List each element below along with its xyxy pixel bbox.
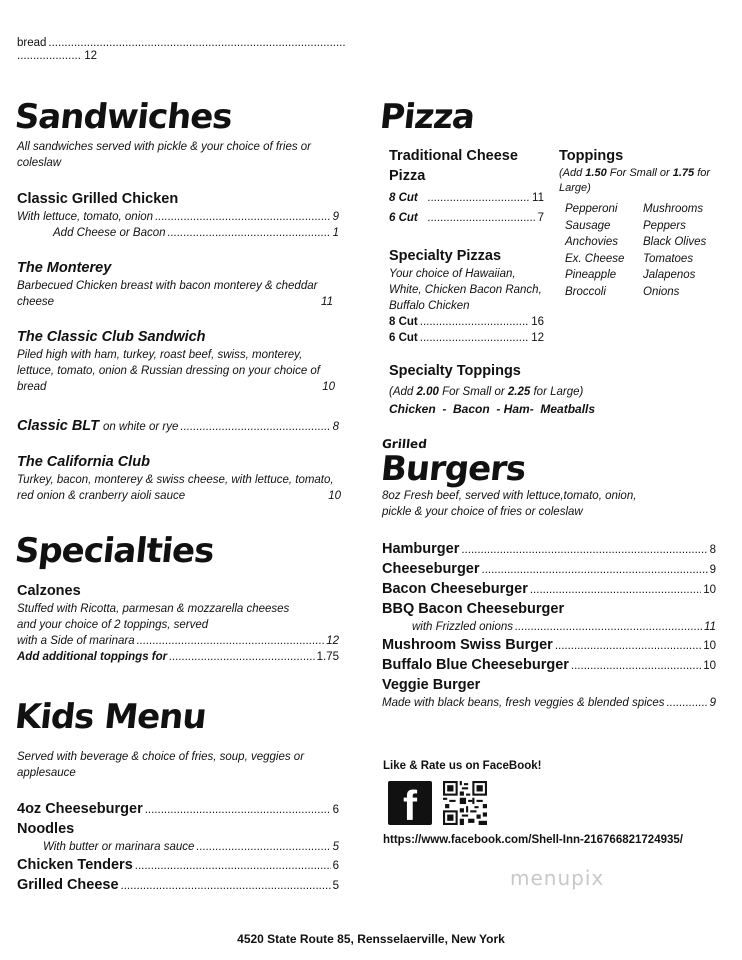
item-classic-club xyxy=(17,327,349,395)
topping: Black Olives xyxy=(643,236,707,248)
item-desc: on white or rye xyxy=(102,421,179,433)
item-desc: Turkey, bacon, monterey & swiss cheese, with lettuce, tomato, red onion & cranberry aioli sauce xyxy=(17,474,334,502)
item-desc: With lettuce, tomato, onion xyxy=(17,211,154,223)
topping: Pepperoni xyxy=(565,203,618,215)
kids-item-price: 6 xyxy=(332,860,339,872)
item-desc: Barbecued Chicken breast with bacon monterey & cheddar cheese xyxy=(17,280,318,308)
size-label: 6 Cut xyxy=(389,212,418,224)
size-price: 11 xyxy=(532,192,544,204)
item-classic-blt xyxy=(17,416,339,436)
specialty-pizzas xyxy=(389,246,544,346)
item-name: Calzones xyxy=(17,583,81,599)
item-price: 8 xyxy=(332,421,339,433)
kids-item-desc: With butter or marinara sauce xyxy=(43,841,195,853)
burger-price: 11 xyxy=(704,621,716,633)
specialties-heading: Specialties xyxy=(12,531,216,571)
add-toppings-price: 1.75 xyxy=(316,651,339,663)
kids-item-name: Grilled Cheese xyxy=(17,877,119,893)
burger-price: 10 xyxy=(703,660,716,672)
burger-price: 8 xyxy=(709,544,716,556)
topping: Tomatoes xyxy=(643,252,694,265)
burger-price: 9 xyxy=(709,697,716,709)
item-desc-2: and your choice of 2 toppings, served xyxy=(17,619,209,631)
burger-name: Hamburger xyxy=(382,541,460,557)
item-extra: Add Cheese or Bacon xyxy=(53,227,166,239)
size-label: 8 Cut xyxy=(389,316,418,328)
kids-item-name: 4oz Cheeseburger xyxy=(17,801,143,817)
topping: Pineapple xyxy=(565,269,617,281)
burger-price: 9 xyxy=(709,564,716,576)
burger-name: Bacon Cheeseburger xyxy=(382,581,528,597)
size-label: 8 Cut xyxy=(389,192,418,204)
burgers-heading: Burgers xyxy=(378,449,528,489)
traditional-title: Traditional Cheese Pizza xyxy=(389,148,518,184)
spec-toppings-note: (Add 2.00 For Small or 2.25 for Large) xyxy=(389,386,584,398)
item-the-monterey xyxy=(17,258,349,310)
add-toppings-label: Add additional toppings for xyxy=(17,651,168,663)
toppings-note: (Add 1.50 For Small or 1.75 for Large) xyxy=(559,167,711,194)
burger-price: 10 xyxy=(703,640,716,652)
item-california-club xyxy=(17,452,349,504)
burger-name: BBQ Bacon Cheeseburger xyxy=(382,601,565,617)
pizza-heading: Pizza xyxy=(377,97,477,137)
item-price: 9 xyxy=(332,211,339,223)
item-name: Classic Grilled Chicken xyxy=(17,191,179,207)
qr-code-icon[interactable] xyxy=(443,781,487,825)
facebook-cta: Like & Rate us on FaceBook! xyxy=(383,760,542,772)
burgers-note: 8oz Fresh beef, served with lettuce,tomato, onion, pickle & your choice of fries or coleslaw xyxy=(382,490,637,518)
item-name: Classic BLT xyxy=(17,418,99,434)
continuation-line xyxy=(17,37,347,62)
specialty-desc: Your choice of Hawaiian, White, Chicken Bacon Ranch, Buffalo Chicken xyxy=(389,268,542,312)
spec-toppings-title: Specialty Toppings xyxy=(389,363,521,379)
kids-item-name: Chicken Tenders xyxy=(17,857,133,873)
kids-item-price: 6 xyxy=(332,804,339,816)
item-calzones xyxy=(17,581,339,665)
item-extra-price: 1 xyxy=(332,227,339,239)
traditional-pizza xyxy=(389,146,544,226)
specialty-title: Specialty Pizzas xyxy=(389,248,502,264)
item-name: The Classic Club Sandwich xyxy=(17,329,206,345)
topping: Onions xyxy=(643,285,680,298)
burgers-list xyxy=(382,539,716,711)
topping: Anchovies xyxy=(565,236,619,248)
spec-toppings-list: Chicken - Bacon - Ham- Meatballs xyxy=(389,402,596,416)
burger-desc: Made with black beans, fresh veggies & blended spices xyxy=(382,697,665,709)
item-desc: Piled high with ham, turkey, roast beef, swiss, monterey, lettuce, tomato, onion & Russian dressing on your choice of bread xyxy=(17,349,321,393)
item-classic-grilled-chicken xyxy=(17,189,339,241)
item-price: 12 xyxy=(326,635,339,647)
sandwiches-heading: Sandwiches xyxy=(12,97,234,137)
sandwiches-note: All sandwiches served with pickle & your choice of fries or coleslaw xyxy=(17,141,312,169)
burger-name: Mushroom Swiss Burger xyxy=(382,637,553,653)
continuation-label: bread xyxy=(17,37,47,49)
facebook-icon[interactable]: f xyxy=(388,781,432,825)
item-desc-3: with a Side of marinara xyxy=(17,635,135,647)
item-name: The California Club xyxy=(17,454,150,470)
burger-name: Buffalo Blue Cheeseburger xyxy=(382,657,569,673)
topping: Mushrooms xyxy=(643,203,704,215)
facebook-url[interactable]: https://www.facebook.com/Shell-Inn-216766821724935/ xyxy=(383,834,683,846)
burger-price: 10 xyxy=(703,584,716,596)
item-desc-1: Stuffed with Ricotta, parmesan & mozzarella cheeses xyxy=(17,603,290,615)
kids-heading: Kids Menu xyxy=(12,697,208,737)
size-label: 6 Cut xyxy=(389,332,418,344)
specialty-toppings xyxy=(389,361,719,417)
item-price: 11 xyxy=(321,296,333,308)
topping: Sausage xyxy=(565,219,611,232)
kids-note: Served with beverage & choice of fries, soup, veggies or applesauce xyxy=(17,751,305,779)
burger-name: Cheeseburger xyxy=(382,561,480,577)
topping: Broccoli xyxy=(565,285,606,298)
toppings-block xyxy=(559,146,724,300)
burger-name: Veggie Burger xyxy=(382,677,481,693)
size-price: 12 xyxy=(531,332,544,344)
burger-desc: with Frizzled onions xyxy=(412,621,513,633)
topping: Peppers xyxy=(643,219,686,232)
kids-item-price: 5 xyxy=(332,880,339,892)
toppings-grid xyxy=(565,201,724,300)
toppings-title: Toppings xyxy=(559,148,624,164)
item-price: 10 xyxy=(328,490,341,502)
topping: Ex. Cheese xyxy=(565,252,625,265)
item-name: The Monterey xyxy=(17,260,112,276)
burgers-subheading: Grilled xyxy=(381,437,428,451)
menupix-watermark: menupix xyxy=(510,866,605,890)
topping: Jalapenos xyxy=(643,269,696,281)
item-price: 10 xyxy=(322,381,335,393)
kids-list xyxy=(17,799,339,895)
continuation-price: 12 xyxy=(84,50,97,62)
kids-item-name: Noodles xyxy=(17,821,75,837)
size-price: 7 xyxy=(537,212,544,224)
kids-item-price: 5 xyxy=(332,841,339,853)
footer-address: 4520 State Route 85, Rensselaerville, New York xyxy=(237,932,505,946)
size-price: 16 xyxy=(531,316,544,328)
